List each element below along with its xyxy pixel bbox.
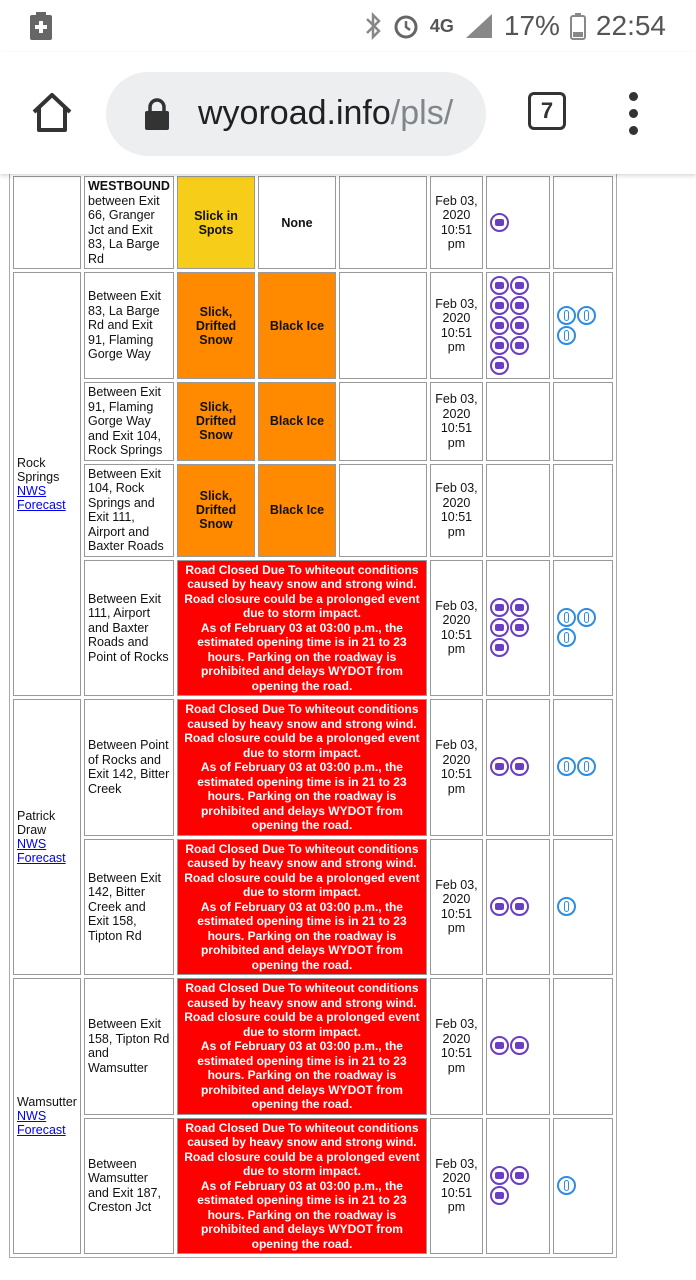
camera-icon[interactable] (490, 356, 509, 375)
clock: 22:54 (595, 10, 666, 41)
thermometer-icon[interactable] (577, 306, 596, 325)
weather-cell (553, 699, 613, 836)
url-path: /pls/ (390, 94, 454, 132)
camera-icon[interactable] (510, 757, 529, 776)
camera-icon[interactable] (510, 316, 529, 335)
cameras-cell (486, 839, 550, 976)
weather-cell (553, 464, 613, 557)
table-row (13, 560, 613, 697)
segment-cell: Between Exit 91, Flaming Gorge Way and Exit 104, Rock Springs (84, 382, 174, 461)
table-row (13, 464, 613, 557)
cameras-cell (486, 1118, 550, 1255)
table-row (13, 978, 613, 1115)
area-cell (13, 699, 81, 975)
signal-icon (464, 12, 494, 40)
condition-cell: Slick, Drifted Snow (177, 272, 255, 379)
url-domain: wyoroad.info (198, 94, 391, 132)
closure-text: Road Closed Due To whiteout conditions caused by heavy snow and strong wind. Road closure could be a prolonged event due to storm impact. (184, 702, 420, 760)
camera-icon[interactable] (490, 638, 509, 657)
time-cell: Feb 03, 2020 10:51 pm (430, 1118, 483, 1255)
advisory-cell: Black Ice (258, 464, 336, 557)
closure-message-cell (177, 560, 427, 697)
camera-icon[interactable] (490, 618, 509, 637)
status-icons (364, 6, 666, 46)
cameras-cell (486, 560, 550, 697)
thermometer-icon[interactable] (557, 1176, 576, 1195)
weather-cell (553, 1118, 613, 1255)
weather-cell (553, 978, 613, 1115)
home-icon[interactable] (30, 90, 74, 134)
camera-icon[interactable] (510, 1166, 529, 1185)
blank-cell (339, 382, 427, 461)
closure-text: Road Closed Due To whiteout conditions caused by heavy snow and strong wind. Road closure could be a prolonged event due to storm impact. (184, 562, 420, 620)
segment-text: between Exit 66, Granger Jct and Exit 83, La Barge Rd (88, 193, 160, 266)
cameras-cell (486, 176, 550, 269)
cameras-cell (486, 699, 550, 836)
closure-text-2: As of February 03 at 03:00 p.m., the estimated opening time is in 21 to 23 hours. Parking on the roadway is prohibited and delays WYDOT from opening the road. (197, 1178, 407, 1251)
table-row (13, 272, 613, 379)
weather-cell (553, 382, 613, 461)
nws-forecast-link[interactable]: NWS Forecast (17, 837, 66, 865)
area-name: Wamsutter (17, 1095, 77, 1109)
weather-cell (553, 176, 613, 269)
camera-icon[interactable] (510, 897, 529, 916)
time-cell: Feb 03, 2020 10:51 pm (430, 560, 483, 697)
thermometer-icon[interactable] (557, 306, 576, 325)
segment-cell: Between Wamsutter and Exit 187, Creston Jct (84, 1118, 174, 1255)
camera-icon[interactable] (490, 336, 509, 355)
battery-saver-icon (30, 12, 52, 40)
cameras-cell (486, 978, 550, 1115)
area-cell (13, 272, 81, 696)
closure-text-2: As of February 03 at 03:00 p.m., the estimated opening time is in 21 to 23 hours. Parking on the roadway is prohibited and delays WYDOT from opening the road. (197, 620, 407, 693)
camera-icon[interactable] (510, 296, 529, 315)
camera-icon[interactable] (490, 897, 509, 916)
time-cell: Feb 03, 2020 10:51 pm (430, 978, 483, 1115)
time-cell: Feb 03, 2020 10:51 pm (430, 176, 483, 269)
thermometer-icon[interactable] (557, 628, 576, 647)
cameras-cell (486, 464, 550, 557)
camera-icon[interactable] (490, 757, 509, 776)
closure-message-cell (177, 978, 427, 1115)
area-name: Patrick Draw (17, 809, 56, 837)
battery-percent: 17% (503, 10, 560, 41)
closure-text: Road Closed Due To whiteout conditions caused by heavy snow and strong wind. Road closure could be a prolonged event due to storm impact. (184, 841, 420, 899)
closure-message-cell (177, 1118, 427, 1255)
camera-icon[interactable] (490, 1186, 509, 1205)
network-type: 4G (429, 15, 454, 36)
camera-icon[interactable] (490, 1036, 509, 1055)
condition-cell: Slick, Drifted Snow (177, 382, 255, 461)
thermometer-icon[interactable] (557, 608, 576, 627)
status-bar (0, 0, 696, 52)
thermometer-icon[interactable] (577, 608, 596, 627)
bluetooth-icon (364, 12, 382, 40)
cameras-cell (486, 382, 550, 461)
time-cell: Feb 03, 2020 10:51 pm (430, 272, 483, 379)
overflow-menu-icon[interactable] (626, 92, 640, 138)
closure-text-2: As of February 03 at 03:00 p.m., the estimated opening time is in 21 to 23 hours. Parking on the roadway is prohibited and delays WYDOT from opening the road. (197, 1039, 407, 1111)
table-row (13, 176, 613, 269)
weather-cell (553, 272, 613, 379)
camera-icon[interactable] (490, 296, 509, 315)
condition-cell: Slick, Drifted Snow (177, 464, 255, 557)
blank-cell (339, 464, 427, 557)
weather-cell (553, 560, 613, 697)
nws-forecast-link[interactable]: NWS Forecast (17, 1109, 66, 1137)
nws-forecast-link[interactable]: NWS Forecast (17, 484, 66, 512)
closure-text-2: As of February 03 at 03:00 p.m., the estimated opening time is in 21 to 23 hours. Parking on the roadway is prohibited and delays WYDOT from opening the road. (197, 899, 407, 972)
segment-cell (84, 176, 174, 269)
camera-icon[interactable] (510, 1036, 529, 1055)
advisory-cell: Black Ice (258, 272, 336, 379)
blank-cell (339, 272, 427, 379)
camera-icon[interactable] (490, 316, 509, 335)
segment-cell: Between Exit 83, La Barge Rd and Exit 91, Flaming Gorge Way (84, 272, 174, 379)
camera-icon[interactable] (510, 276, 529, 295)
closure-message-cell (177, 839, 427, 976)
closure-text: Road Closed Due To whiteout conditions caused by heavy snow and strong wind. Road closure could be a prolonged event due to storm impact. (184, 1120, 420, 1178)
segment-cell: Between Exit 158, Tipton Rd and Wamsutter (84, 978, 174, 1115)
closure-message-cell (177, 699, 427, 836)
url-text (198, 94, 453, 133)
time-cell: Feb 03, 2020 10:51 pm (430, 464, 483, 557)
area-cell (13, 176, 81, 269)
page-content (0, 174, 696, 1280)
tabs-button[interactable]: 7 (528, 92, 566, 130)
table-row (13, 699, 613, 836)
alarm-icon (392, 12, 420, 40)
time-cell: Feb 03, 2020 10:51 pm (430, 382, 483, 461)
condition-cell: Slick in Spots (177, 176, 255, 269)
segment-cell: Between Exit 111, Airport and Baxter Roads and Point of Rocks (84, 560, 174, 697)
browser-toolbar (0, 52, 696, 174)
blank-cell (339, 176, 427, 269)
url-bar[interactable] (106, 72, 486, 156)
segment-cell: Between Exit 104, Rock Springs and Exit 111, Airport and Baxter Roads (84, 464, 174, 557)
segment-cell: Between Exit 142, Bitter Creek and Exit 158, Tipton Rd (84, 839, 174, 976)
road-conditions-table (9, 174, 617, 1258)
camera-icon[interactable] (490, 1166, 509, 1185)
thermometer-icon[interactable] (577, 757, 596, 776)
camera-icon[interactable] (510, 618, 529, 637)
thermometer-icon[interactable] (557, 757, 576, 776)
advisory-cell: None (258, 176, 336, 269)
area-cell (13, 978, 81, 1254)
advisory-cell: Black Ice (258, 382, 336, 461)
camera-icon[interactable] (510, 598, 529, 617)
camera-icon[interactable] (510, 336, 529, 355)
time-cell: Feb 03, 2020 10:51 pm (430, 839, 483, 976)
thermometer-icon[interactable] (557, 326, 576, 345)
lock-icon (144, 98, 170, 130)
direction-label: WESTBOUND (88, 179, 170, 193)
thermometer-icon[interactable] (557, 897, 576, 916)
closure-text-2: As of February 03 at 03:00 p.m., the estimated opening time is in 21 to 23 hours. Parking on the roadway is prohibited and delays WYDOT from opening the road. (197, 760, 407, 832)
segment-cell: Between Point of Rocks and Exit 142, Bitter Creek (84, 699, 174, 836)
cameras-cell (486, 272, 550, 379)
camera-icon[interactable] (490, 598, 509, 617)
time-cell: Feb 03, 2020 10:51 pm (430, 699, 483, 836)
camera-icon[interactable] (490, 276, 509, 295)
table-row (13, 382, 613, 461)
area-name: Rock Springs (17, 456, 60, 484)
table-row (13, 1118, 613, 1255)
closure-text: Road Closed Due To whiteout conditions caused by heavy snow and strong wind. Road closure could be a prolonged event due to storm impact. (184, 981, 420, 1039)
weather-cell (553, 839, 613, 976)
camera-icon[interactable] (490, 213, 509, 232)
table-row (13, 839, 613, 976)
battery-icon (570, 12, 586, 40)
